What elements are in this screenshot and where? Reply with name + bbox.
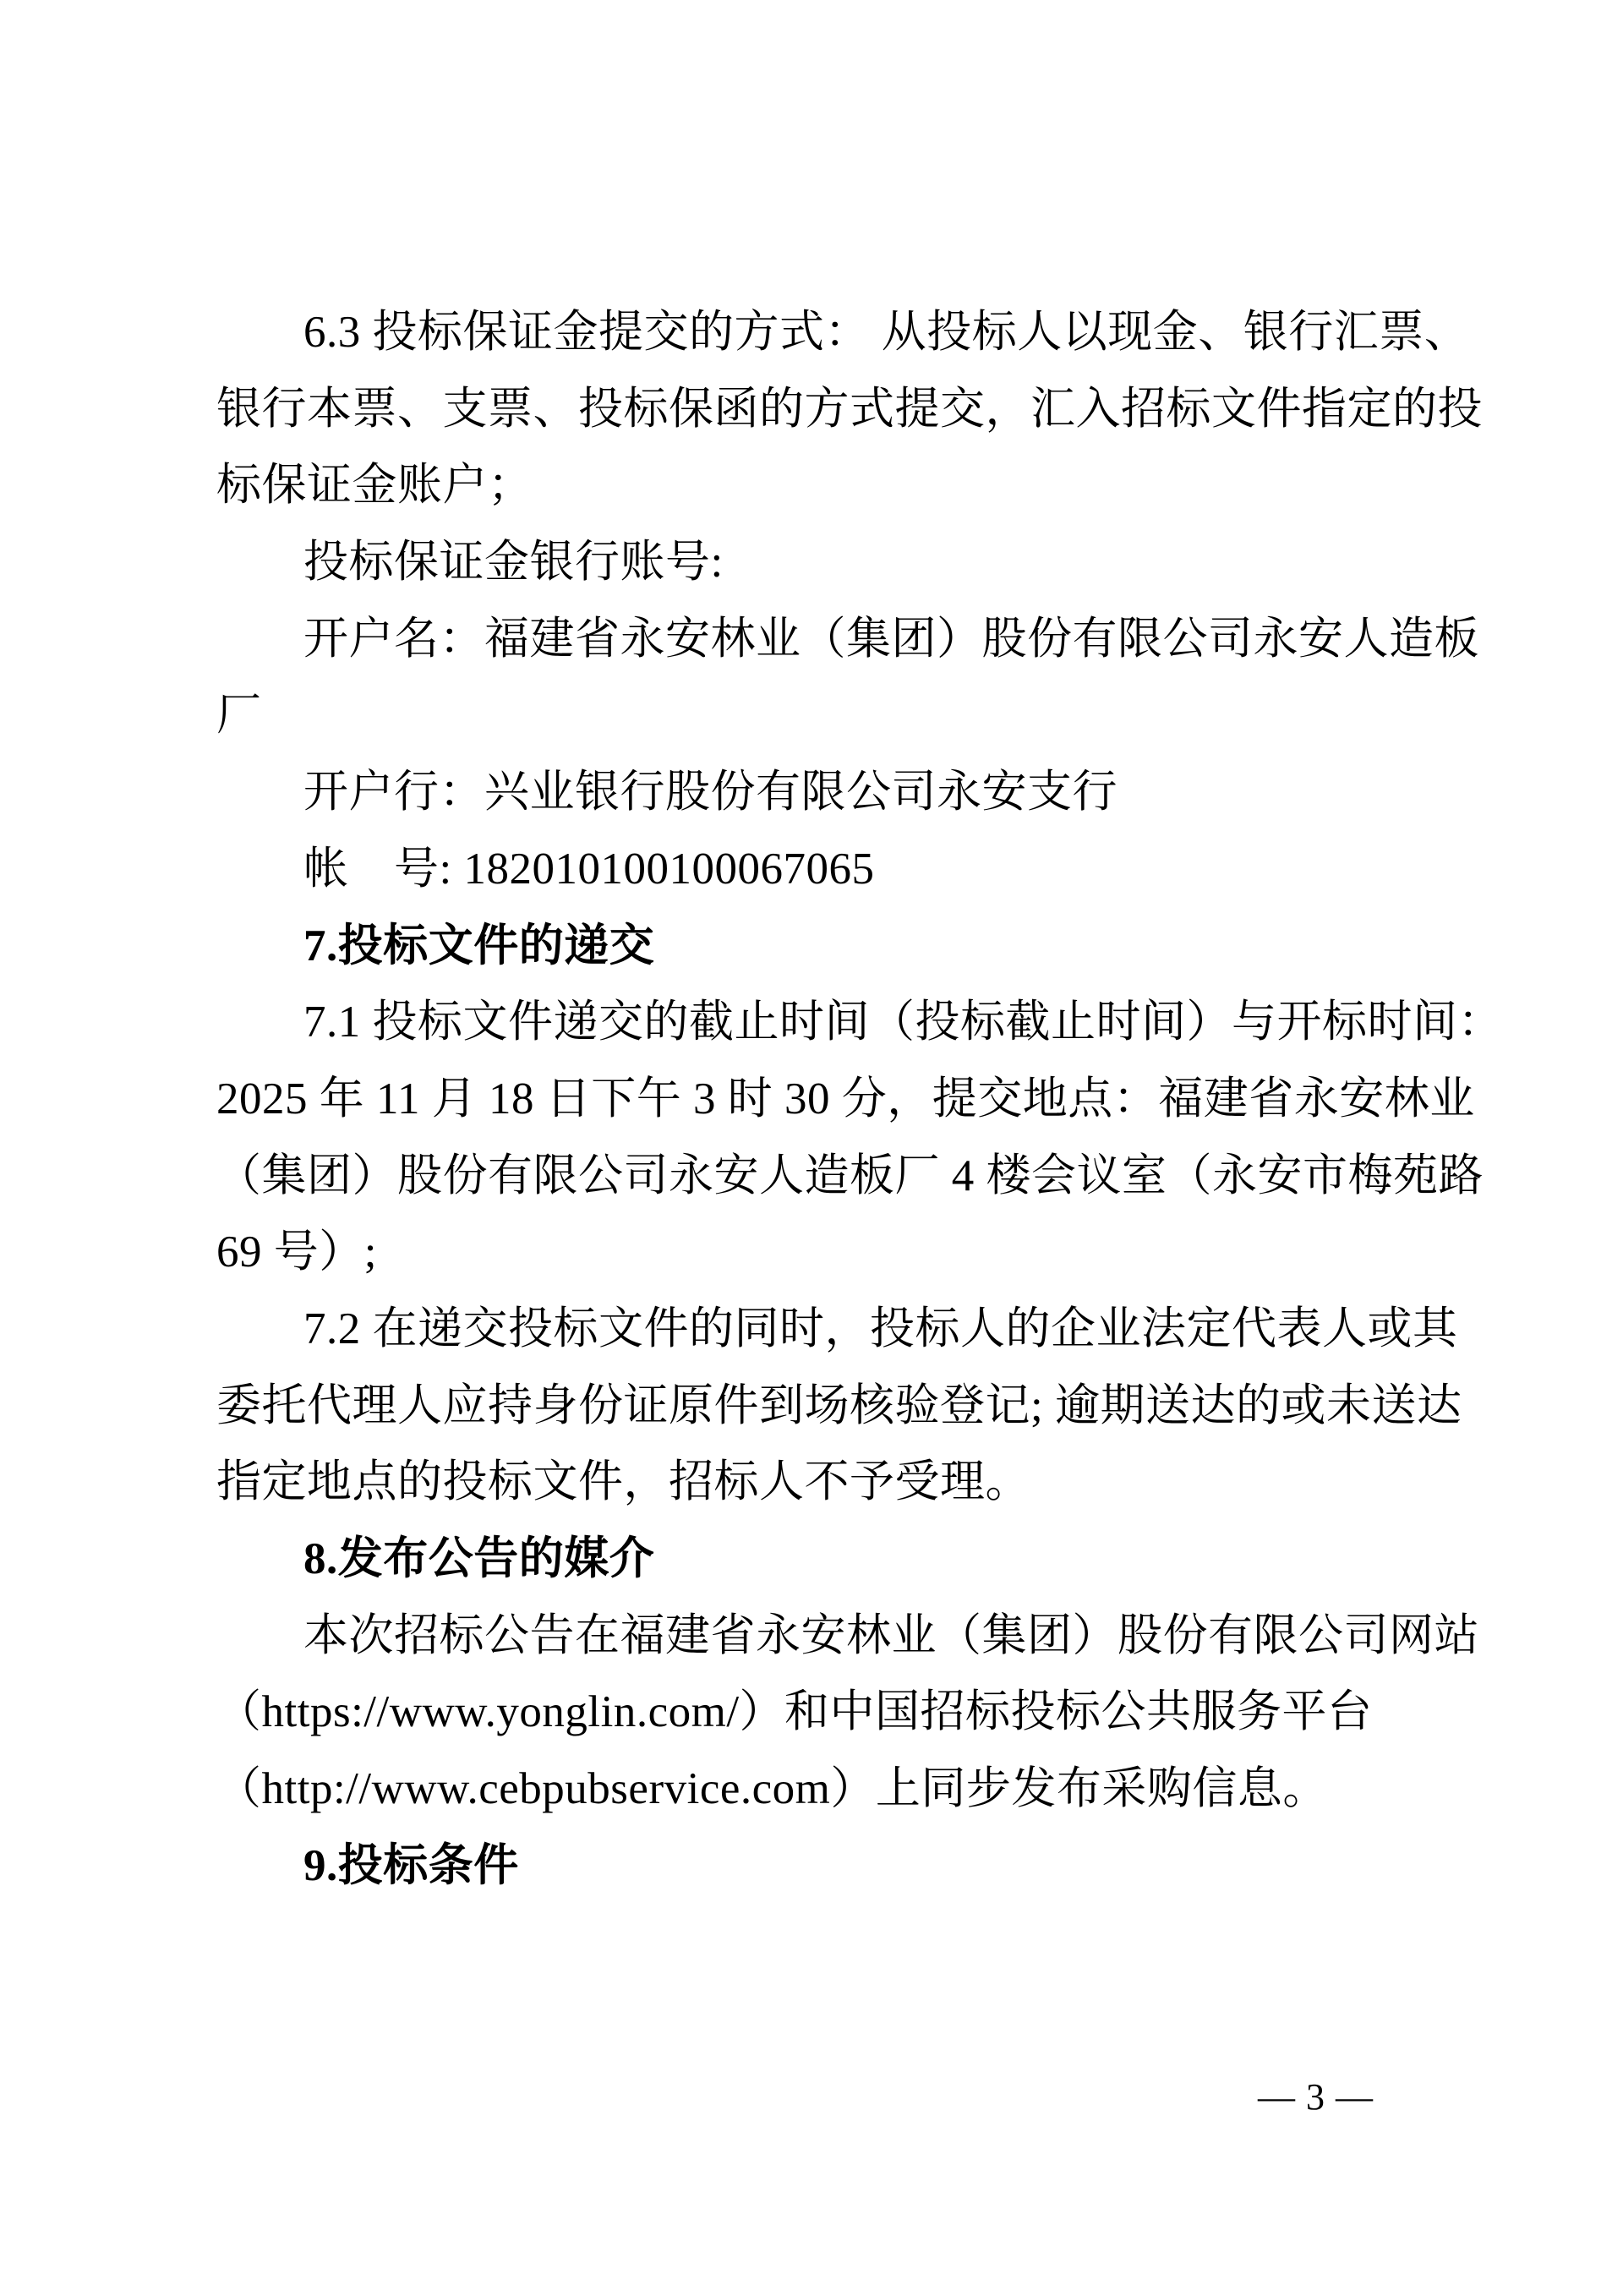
document-body xyxy=(216,294,1503,1904)
paragraph-6-3-continuation: 标保证金账户； xyxy=(216,461,533,511)
account-holder-name-line: 开户名：福建省永安林业（集团）股份有限公司永安人造板 xyxy=(303,614,1479,664)
paragraph-6-3-continuation: 银行本票、支票、投标保函的方式提交，汇入招标文件指定的投 xyxy=(216,384,1483,434)
account-number-line: 帐 号: 182010100100067065 xyxy=(303,844,875,894)
paragraph-7-2-continuation: 指定地点的投标文件，招标人不予受理。 xyxy=(216,1457,1030,1507)
paragraph-7-1-continuation: 2025 年 11 月 18 日下午 3 时 30 分，提交地点：福建省永安林业 xyxy=(216,1074,1475,1123)
paragraph-7-2-continuation: 委托代理人应持身份证原件到场核验登记; 逾期送达的或未送达 xyxy=(216,1380,1462,1430)
paragraph-8-continuation-cebpubservice-url: （http://www.cebpubservice.com）上同步发布采购信息。 xyxy=(216,1764,1328,1814)
footer-page-number: — 3 — xyxy=(1258,2076,1374,2118)
heading-9-bid-conditions: 9.投标条件 xyxy=(303,1840,519,1890)
paragraph-7-1-continuation: 69 号）; xyxy=(216,1227,377,1277)
heading-8-announcement-media: 8.发布公告的媒介 xyxy=(303,1534,655,1583)
deposit-bank-account-label: 投标保证金银行账号: xyxy=(303,538,724,588)
paragraph-7-2-verification: 7.2 在递交投标文件的同时，投标人的企业法定代表人或其 xyxy=(303,1304,1458,1353)
heading-7-bid-document-submission: 7.投标文件的递交 xyxy=(303,921,655,970)
paragraph-7-1-deadline: 7.1 投标文件递交的截止时间（投标截止时间）与开标时间： xyxy=(303,998,1503,1047)
account-holder-name-continuation: 厂 xyxy=(216,691,262,741)
paragraph-7-1-continuation: （集团）股份有限公司永安人造板厂 4 楼会议室（永安市梅苑路 xyxy=(216,1151,1484,1200)
paragraph-6-3-deposit-method: 6.3 投标保证金提交的方式： 从投标人以现金、银行汇票、 xyxy=(303,308,1470,357)
paragraph-8-announcement: 本次招标公告在福建省永安林业（集团）股份有限公司网站 xyxy=(303,1610,1479,1660)
opening-bank-line: 开户行：兴业银行股份有限公司永安支行 xyxy=(303,768,1118,817)
paragraph-8-continuation-yonglin-url: （https://www.yonglin.com/）和中国招标投标公共服务平台 xyxy=(216,1687,1373,1737)
